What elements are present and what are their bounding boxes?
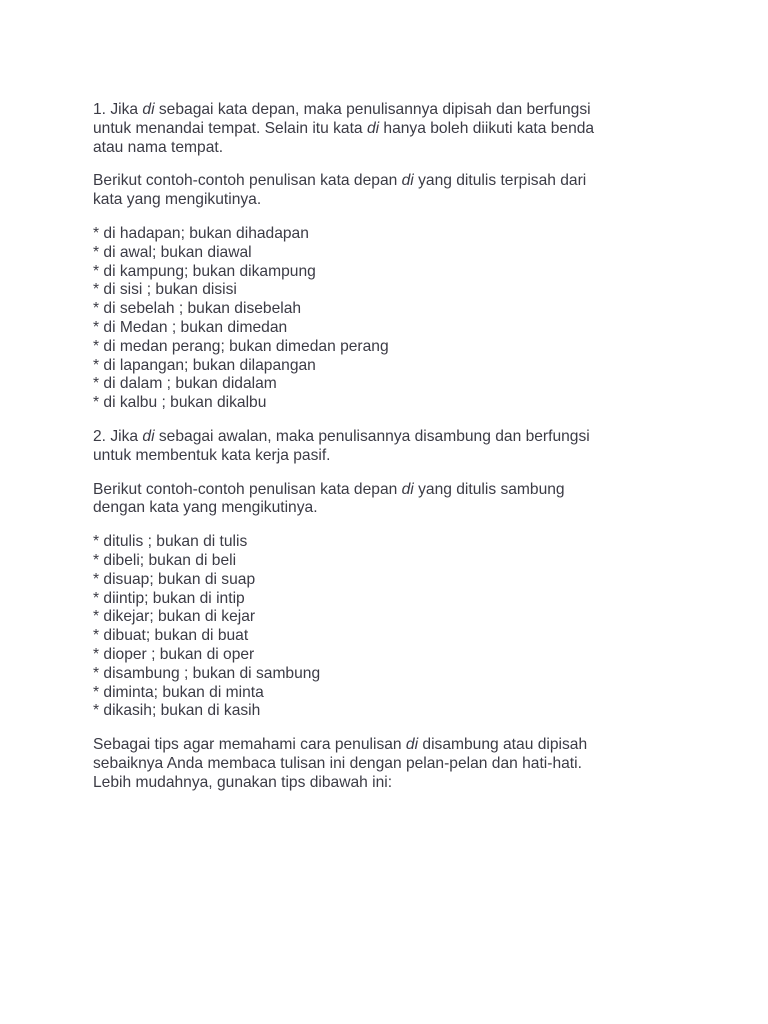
list-item: * dibeli; bukan di beli (93, 551, 237, 569)
list-item: * ditulis ; bukan di tulis (93, 533, 248, 551)
list-item: * di Medan ; bukan dimedan (93, 318, 288, 336)
list-item: * diminta; bukan di minta (93, 683, 264, 701)
section1-example-list (93, 225, 693, 413)
list-item: * di sebelah ; bukan disebelah (93, 300, 302, 318)
italic-di: di (405, 736, 419, 754)
list-item: * di medan perang; bukan dimedan perang (93, 337, 389, 355)
section2-example-list (93, 533, 693, 721)
list-item: * di awal; bukan diawal (93, 243, 252, 261)
list-item: * disuap; bukan di suap (93, 570, 256, 588)
list-item: * diintip; bukan di intip (93, 589, 245, 607)
section1-intro-paragraph: 1. Jika di sebagai kata depan, maka penulisannya dipisah dan berfungsi untuk menandai tempat. Selain itu kata di hanya boleh diikuti kata benda atau nama tempat. (93, 101, 595, 156)
section2-intro-paragraph: 2. Jika di sebagai awalan, maka penulisannya disambung dan berfungsi untuk membentuk kata kerja pasif. (93, 427, 590, 464)
list-item: * di kalbu ; bukan dikalbu (93, 394, 267, 412)
list-item: * dikejar; bukan di kejar (93, 608, 256, 626)
closing-tips-paragraph: Sebagai tips agar memahami cara penulisan di disambung atau dipisah sebaiknya Anda membaca tulisan ini dengan pelan-pelan dan hati-hati. Lebih mudahnya, gunakan tips dibawah ini: (93, 736, 588, 791)
italic-di: di (142, 101, 155, 118)
section1-examples-intro: Berikut contoh-contoh penulisan kata depan di yang ditulis terpisah dari kata yang mengikutinya. (93, 172, 587, 209)
list-item: * disambung ; bukan di sambung (93, 664, 321, 682)
italic-di: di (401, 480, 414, 498)
italic-di: di (142, 427, 155, 445)
list-item: * di hadapan; bukan dihadapan (93, 224, 309, 242)
list-item: * dikasih; bukan di kasih (93, 702, 261, 720)
list-item: * di kampung; bukan dikampung (93, 262, 316, 280)
list-item: * di sisi ; bukan disisi (93, 281, 237, 299)
section2-examples-intro: Berikut contoh-contoh penulisan kata depan di yang ditulis sambung dengan kata yang mengikutinya. (93, 480, 565, 517)
document-page (93, 101, 693, 808)
list-item: * dioper ; bukan di oper (93, 645, 255, 663)
italic-di: di (401, 172, 414, 190)
italic-di: di (366, 119, 380, 137)
list-item: * di lapangan; bukan dilapangan (93, 356, 316, 374)
list-item: * di dalam ; bukan didalam (93, 375, 277, 393)
list-item: * dibuat; bukan di buat (93, 627, 249, 645)
